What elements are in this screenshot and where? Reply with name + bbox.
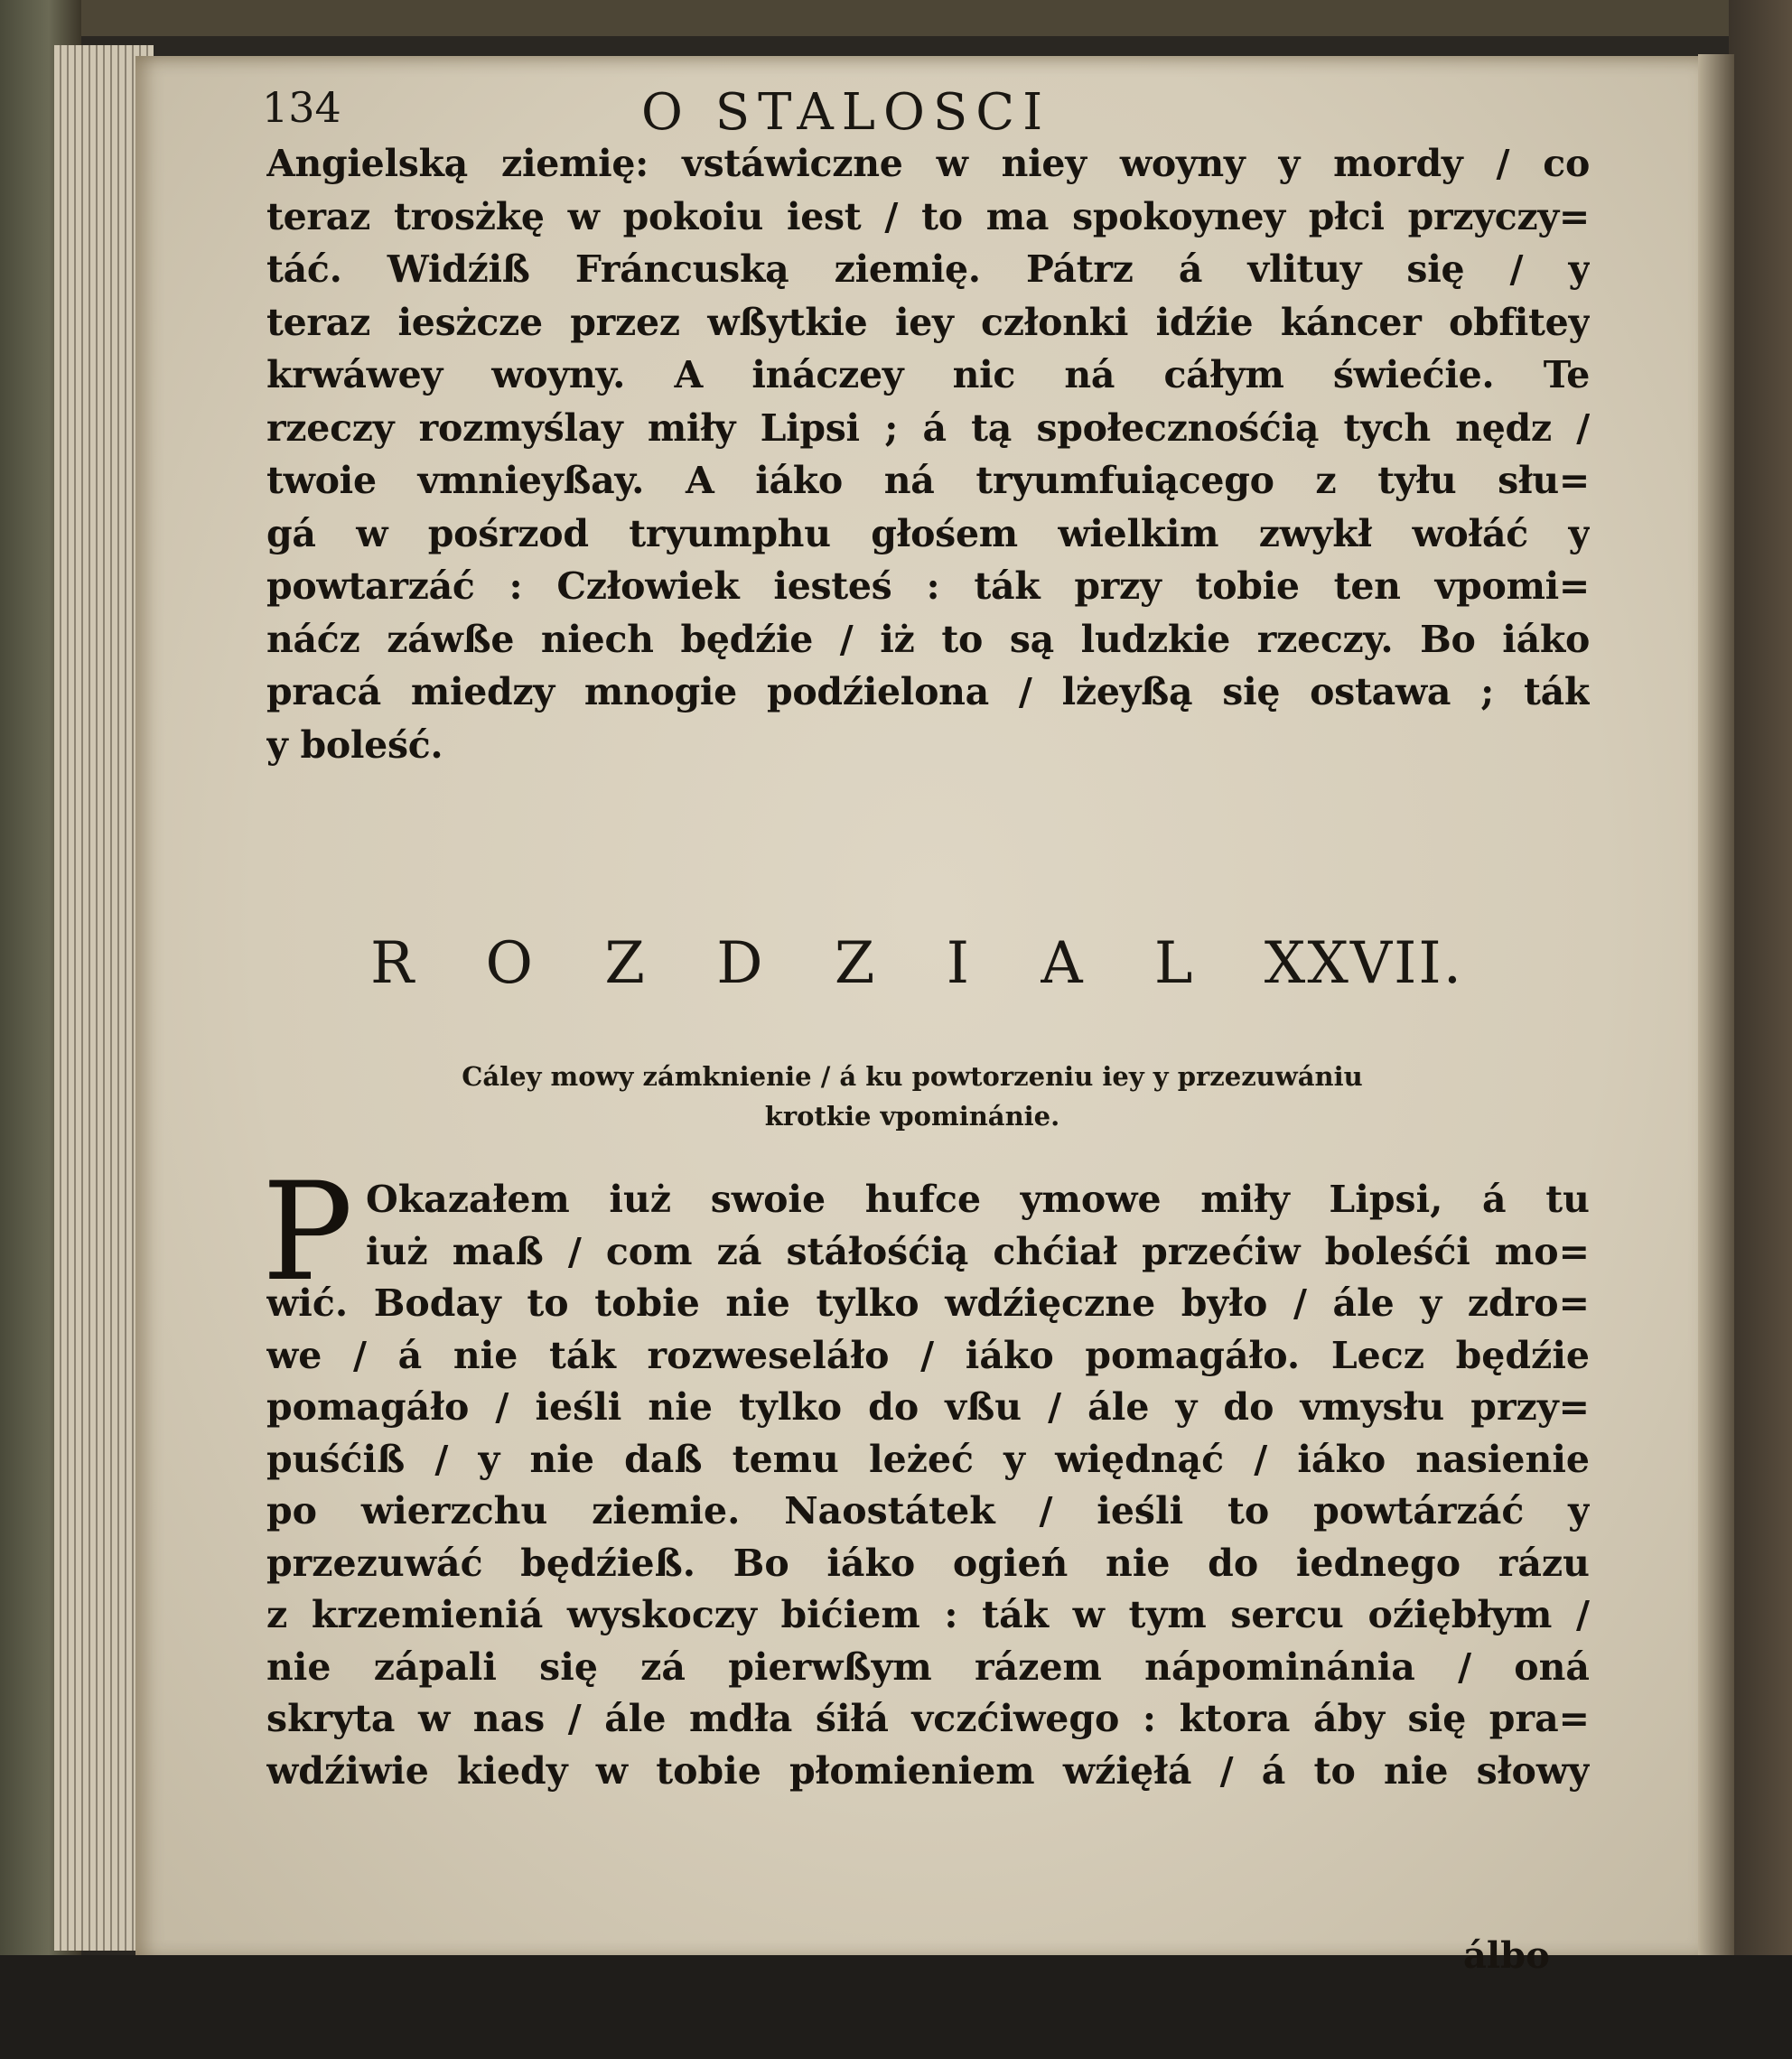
chapter-heading xyxy=(370,930,1463,997)
drop-cap: P xyxy=(262,1154,353,1311)
text-line: nie zápali się zá pierwßym rázem nápominánia / oná xyxy=(266,1644,1590,1689)
text-line: gá w pośrzod tryumphu głośem wielkim zwykł wołáć y xyxy=(266,511,1590,555)
running-header xyxy=(262,83,1590,142)
background-top xyxy=(0,0,1792,36)
background-right xyxy=(1729,0,1792,2059)
text-line: iuż maß / com zá stáłośćią chćiał przećiw boleśći mo= xyxy=(366,1229,1590,1273)
text-line: pomagáło / ieśli nie tylko do vßu / ále y do vmysłu przy= xyxy=(266,1385,1590,1429)
paragraph-1 xyxy=(266,137,1590,771)
text-line: przezuwáć będźieß. Bo iáko ogień nie do iednego rázu xyxy=(266,1541,1590,1585)
catchword: álbo xyxy=(1463,1934,1550,1977)
chapter-heading-letter: Z xyxy=(604,930,647,997)
chapter-heading-letter: O xyxy=(485,930,536,997)
paragraph-2 xyxy=(266,1174,1590,1797)
chapter-heading-letter: A xyxy=(1041,930,1085,997)
text-line: krwáwey woyny. A ináczey nic ná cáłym świećie. Te xyxy=(266,353,1590,396)
chapter-heading-letter: R xyxy=(370,930,416,997)
subtitle-line: krotkie vpominánie. xyxy=(764,1101,1060,1132)
text-line: Angielską ziemię: vstáwiczne w niey woyny y mordy / co xyxy=(266,142,1590,185)
text-line: náćz záwße niech będźie / iż to są ludzkie rzeczy. Bo iáko xyxy=(266,617,1590,661)
text-line: puśćiß / y nie daß temu leżeć y więdnąć / iáko nasienie xyxy=(266,1437,1590,1481)
text-line: táć. Widźiß Fráncuską ziemię. Pátrz á vlituy się / y xyxy=(266,247,1590,291)
text-line: powtarzáć : Człowiek iesteś : ták przy tobie ten vpomi= xyxy=(266,564,1590,608)
text-line: we / á nie ták rozweseláło / iáko pomagáło. Lecz będźie xyxy=(266,1333,1590,1377)
chapter-heading-letter: I xyxy=(946,930,971,997)
subtitle-line: Cáley mowy zámknienie / á ku powtorzeniu iey y przezuwániu xyxy=(462,1061,1363,1092)
page-number: 134 xyxy=(262,83,341,132)
text-line: wić. Boday to tobie nie tylko wdźięczne było / ále y zdro= xyxy=(266,1281,1590,1325)
chapter-heading-letter: D xyxy=(716,930,765,997)
book-gutter xyxy=(1698,54,1734,1969)
text-line: skryta w nas / ále mdła śiłá vczćiwego : ktora áby się pra= xyxy=(266,1697,1590,1740)
chapter-heading-letter: XXVII. xyxy=(1264,930,1464,997)
text-line: z krzemieniá wyskoczy bićiem : ták w tym sercu oźiębłym / xyxy=(266,1593,1590,1636)
chapter-subtitle xyxy=(425,1057,1400,1136)
text-line: rzeczy rozmyślay miły Lipsi ; á tą społecznośćią tych nędz / xyxy=(266,405,1590,450)
text-line: twoie vmnieyßay. A iáko ná tryumfuiącego z tyłu słu= xyxy=(266,459,1590,502)
text-line: teraz iesżcze przez wßytkie iey członki idźie káncer obfitey xyxy=(266,300,1590,344)
text-line: po wierzchu ziemie. Naostátek / ieśli to powtárzáć y xyxy=(266,1489,1590,1533)
running-title: O STALOSCI xyxy=(641,83,1051,142)
text-line: teraz trosżkę w pokoiu iest / to ma spokoyney płci przyczy= xyxy=(266,194,1590,238)
text-line: Okazałem iuż swoie hufce ymowe miły Lipsi, á tu xyxy=(366,1178,1590,1221)
chapter-heading-letter: Z xyxy=(834,930,877,997)
text-line: y boleść. xyxy=(266,722,443,767)
text-line: pracá miedzy mnogie podźielona / lżeyßą się ostawa ; ták xyxy=(266,670,1590,713)
text-line: wdźiwie kiedy w tobie płomieniem wźięłá / á to nie słowy xyxy=(266,1748,1590,1793)
chapter-heading-letter: L xyxy=(1153,930,1195,997)
